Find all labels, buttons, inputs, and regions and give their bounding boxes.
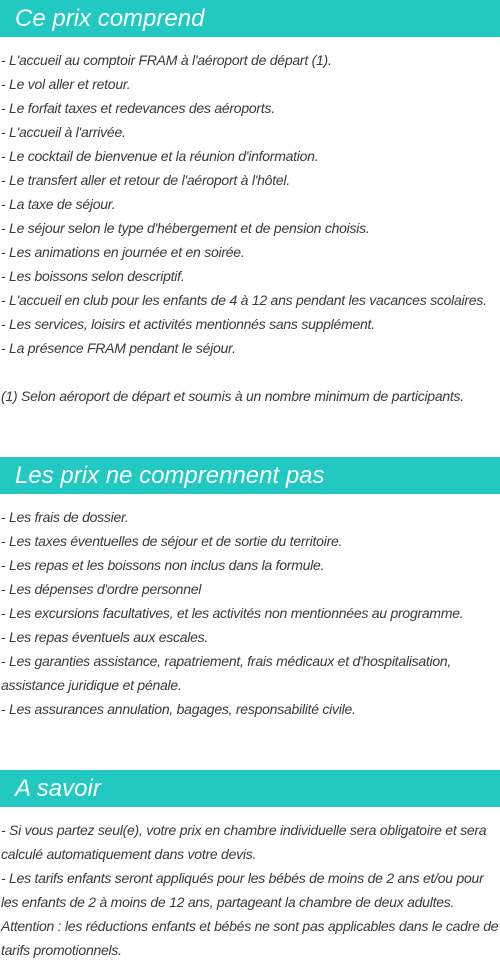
list-item: - Les repas éventuels aux escales.	[1, 629, 209, 645]
list-item: - La présence FRAM pendant le séjour.	[1, 340, 236, 356]
list-item: - Le séjour selon le type d'hébergement et de pension choisis.	[1, 220, 370, 236]
list-item: - Le transfert aller et retour de l'aéroport à l'hôtel.	[1, 172, 290, 188]
list-item: - L'accueil en club pour les enfants de 4 à 12 ans pendant les vacances scolaires.	[1, 292, 487, 308]
list-item: - Les assurances annulation, bagages, responsabilité civile.	[1, 701, 356, 717]
info-paragraph: - Si vous partez seul(e), votre prix en chambre individuelle sera obligatoire et sera calculé automatiquement dans votre devis.	[1, 822, 487, 862]
list-item: - Le vol aller et retour.	[1, 76, 131, 92]
list-item: - L'accueil au comptoir FRAM à l'aéroport de départ (1).	[1, 52, 332, 68]
list-item: - Le cocktail de bienvenue et la réunion d'information.	[1, 148, 319, 164]
section-title-excluded: Les prix ne comprennent pas	[0, 457, 500, 494]
list-item: - La taxe de séjour.	[1, 196, 116, 212]
excluded-list	[0, 505, 500, 721]
list-item: - Les dépenses d'ordre personnel	[1, 581, 202, 597]
list-item: - Les garanties assistance, rapatriement, frais médicaux et d'hospitalisation, assistance juridique et pénale.	[1, 653, 452, 693]
section-title-included: Ce prix comprend	[0, 0, 500, 37]
list-item: - Les animations en journée et en soirée.	[1, 244, 245, 260]
list-item: - Les repas et les boissons non inclus dans la formule.	[1, 557, 325, 573]
list-item: - Les frais de dossier.	[1, 509, 129, 525]
included-list	[0, 48, 500, 360]
included-footnote: (1) Selon aéroport de départ et soumis à un nombre minimum de participants.	[1, 388, 464, 404]
list-item: - Les boissons selon descriptif.	[1, 268, 185, 284]
list-item: - Les services, loisirs et activités mentionnés sans supplément.	[1, 316, 375, 332]
section-title-info: A savoir	[0, 770, 500, 807]
list-item: - Les taxes éventuelles de séjour et de sortie du territoire.	[1, 533, 343, 549]
list-item: - L'accueil à l'arrivée.	[1, 124, 126, 140]
list-item: - Les excursions facultatives, et les activités non mentionnées au programme.	[1, 605, 464, 621]
list-item: - Le forfait taxes et redevances des aéroports.	[1, 100, 275, 116]
info-paragraph: - Les tarifs enfants seront appliqués pour les bébés de moins de 2 ans et/ou pour les enfants de 2 à moins de 12 ans, partageant la chambre de deux adultes. Attention : les réductions enfants et bébés ne sont pas applicables dans le cadre de tarifs promotionnels.	[1, 870, 499, 958]
